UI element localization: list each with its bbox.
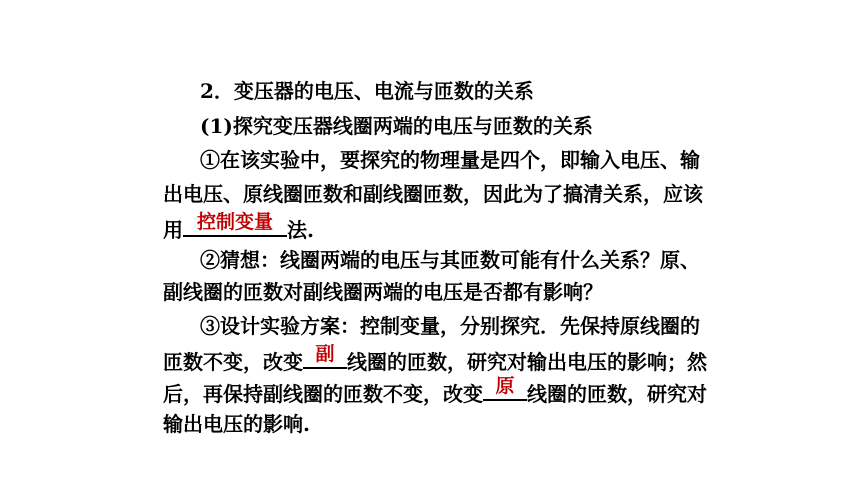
paragraph-2-line-1-text: ②猜想：线圈两端的电压与其匝数可能有什么关系？原、 xyxy=(200,248,700,272)
fill-blank-3-answer: 原 xyxy=(495,375,515,397)
paragraph-2-line-2 xyxy=(163,279,603,305)
fill-blank-1-answer: 控制变量 xyxy=(196,211,273,233)
paragraph-1-line-2 xyxy=(163,181,703,207)
paragraph-1-line-3-before: 用 xyxy=(163,218,183,242)
paragraph-1-line-2-text: 出电压、原线圈匝数和副线圈匝数，因此为了搞清关系，应该 xyxy=(163,182,703,206)
paragraph-3-line-4 xyxy=(163,411,310,437)
paragraph-1-line-3-after: 法. xyxy=(287,218,314,242)
section-heading-text: 2．变压器的电压、电流与匝数的关系 xyxy=(200,79,534,103)
fill-blank-2-answer: 副 xyxy=(315,343,335,365)
paragraph-3-line-4-text: 输出电压的影响. xyxy=(163,412,310,436)
paragraph-1-line-3 xyxy=(163,213,314,243)
paragraph-2-line-1 xyxy=(200,247,700,273)
paragraph-3-line-3-before: 后，再保持副线圈的匝数不变，改变 xyxy=(163,382,483,406)
paragraph-3-line-2 xyxy=(163,345,707,375)
fill-blank-1 xyxy=(183,213,287,237)
subsection-heading xyxy=(200,113,593,139)
paragraph-1-line-1 xyxy=(200,147,700,173)
paragraph-2-line-2-text: 副线圈的匝数对副线圈两端的电压是否都有影响？ xyxy=(163,280,603,304)
paragraph-1-line-1-text: ①在该实验中，要探究的物理量是四个，即输入电压、输 xyxy=(200,148,700,172)
paragraph-3-line-3 xyxy=(163,377,707,407)
paragraph-3-line-1 xyxy=(200,313,700,339)
subsection-heading-text: (1)探究变压器线圈两端的电压与匝数的关系 xyxy=(200,114,593,138)
fill-blank-3 xyxy=(483,377,527,401)
fill-blank-2 xyxy=(303,345,347,369)
paragraph-3-line-3-after: 线圈的匝数，研究对 xyxy=(527,382,707,406)
paragraph-3-line-2-after: 线圈的匝数，研究对输出电压的影响；然 xyxy=(347,350,707,374)
section-heading xyxy=(200,78,534,104)
paragraph-3-line-1-text: ③设计实验方案：控制变量，分别探究．先保持原线圈的 xyxy=(200,314,700,338)
paragraph-3-line-2-before: 匝数不变，改变 xyxy=(163,350,303,374)
